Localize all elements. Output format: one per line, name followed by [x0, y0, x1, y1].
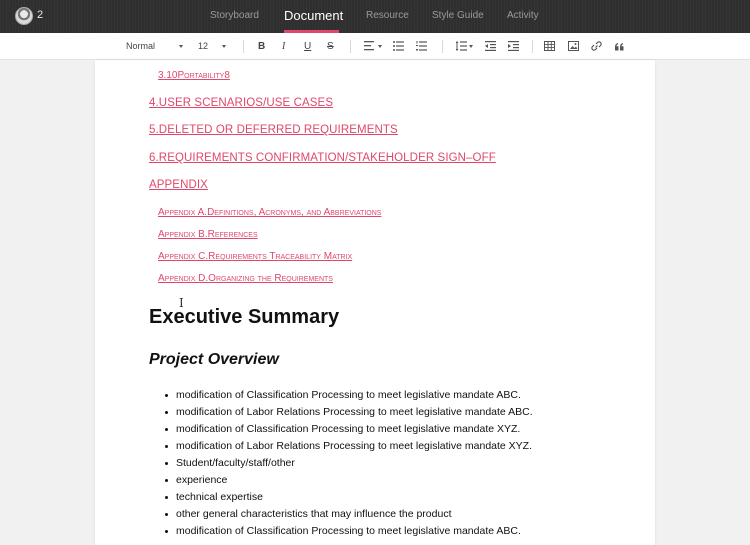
line-spacing-icon	[456, 41, 467, 51]
numbered-list-icon	[416, 41, 427, 51]
toc-entry[interactable]: 6.REQUIREMENTS CONFIRMATION/STAKEHOLDER SIGN–OFF	[149, 152, 496, 164]
indent-button[interactable]	[508, 33, 520, 60]
list-item: other general characteristics that may influence the product	[176, 506, 533, 523]
list-item: modification of Labor Relations Processing to meet legislative mandate ABC.	[176, 404, 533, 421]
tab-resource[interactable]: Resource	[366, 10, 409, 21]
tab-style-guide[interactable]: Style Guide	[432, 10, 484, 21]
page-heading: Executive Summary	[149, 306, 340, 328]
underline-button[interactable]: U	[304, 41, 312, 52]
table-icon	[544, 41, 555, 51]
list-item: modification of Classification Processing to meet legislative mandate XYZ.	[176, 421, 533, 438]
chevron-down-icon	[222, 45, 226, 48]
chevron-down-icon	[378, 45, 382, 48]
list-item: modification of Classification Processing to meet legislative mandate ABC.	[176, 387, 533, 404]
toc-entry[interactable]: Appendix D.Organizing the Requirements	[158, 273, 333, 284]
collaborator-count: 2	[37, 9, 44, 21]
toc-entry[interactable]: 5.DELETED OR DEFERRED REQUIREMENTS	[149, 124, 398, 136]
italic-button[interactable]: I	[282, 41, 286, 52]
paragraph-style-select[interactable]: Normal	[126, 41, 156, 51]
link-icon	[591, 41, 602, 51]
chevron-down-icon	[179, 45, 183, 48]
strikethrough-button[interactable]: S	[327, 41, 334, 52]
list-item: technical expertise	[176, 489, 533, 506]
font-size-select[interactable]: 12	[198, 41, 209, 51]
toc-entry[interactable]: APPENDIX	[149, 179, 208, 191]
list-item: experience	[176, 472, 533, 489]
blockquote-button[interactable]	[615, 33, 627, 60]
indent-icon	[508, 41, 519, 51]
toc-entry[interactable]: Appendix C.Requirements Traceability Matrix	[158, 251, 353, 262]
outdent-icon	[485, 41, 496, 51]
outdent-button[interactable]	[485, 33, 497, 60]
toolbar-divider	[442, 40, 443, 53]
image-icon	[568, 41, 579, 51]
bullet-list	[176, 387, 533, 540]
toc-entry[interactable]: 4.USER SCENARIOS/USE CASES	[149, 97, 334, 109]
insert-image-button[interactable]	[568, 33, 580, 60]
text-cursor-icon: I	[179, 296, 184, 310]
list-item: modification of Classification Processing to meet legislative mandate ABC.	[176, 523, 533, 540]
tab-document[interactable]: Document	[284, 8, 344, 23]
numbered-list-button[interactable]	[416, 33, 428, 60]
toc-entry[interactable]: Appendix A.Definitions, Acronyms, and Abbreviations	[158, 207, 382, 218]
tab-activity[interactable]: Activity	[507, 10, 539, 21]
chevron-down-icon	[469, 45, 473, 48]
toc-entry[interactable]: 3.10Portability8	[158, 70, 230, 81]
section-heading: Project Overview	[149, 351, 279, 368]
insert-table-button[interactable]	[544, 33, 556, 60]
quote-icon	[615, 43, 624, 51]
tab-storyboard[interactable]: Storyboard	[210, 10, 259, 21]
formatting-toolbar	[0, 33, 750, 60]
toolbar-divider	[243, 40, 244, 53]
bullet-list-button[interactable]	[393, 33, 405, 60]
align-left-icon	[364, 41, 375, 51]
toolbar-divider	[532, 40, 533, 53]
avatar[interactable]	[15, 7, 33, 25]
toc-entry[interactable]: Appendix B.References	[158, 229, 258, 240]
toolbar-divider	[350, 40, 351, 53]
list-item: Student/faculty/staff/other	[176, 455, 533, 472]
bold-button[interactable]: B	[258, 41, 266, 52]
top-nav-bar	[0, 0, 750, 33]
list-item: modification of Labor Relations Processing to meet legislative mandate XYZ.	[176, 438, 533, 455]
bullet-list-icon	[393, 41, 404, 51]
document-page[interactable]	[95, 60, 655, 545]
insert-link-button[interactable]	[591, 33, 603, 60]
